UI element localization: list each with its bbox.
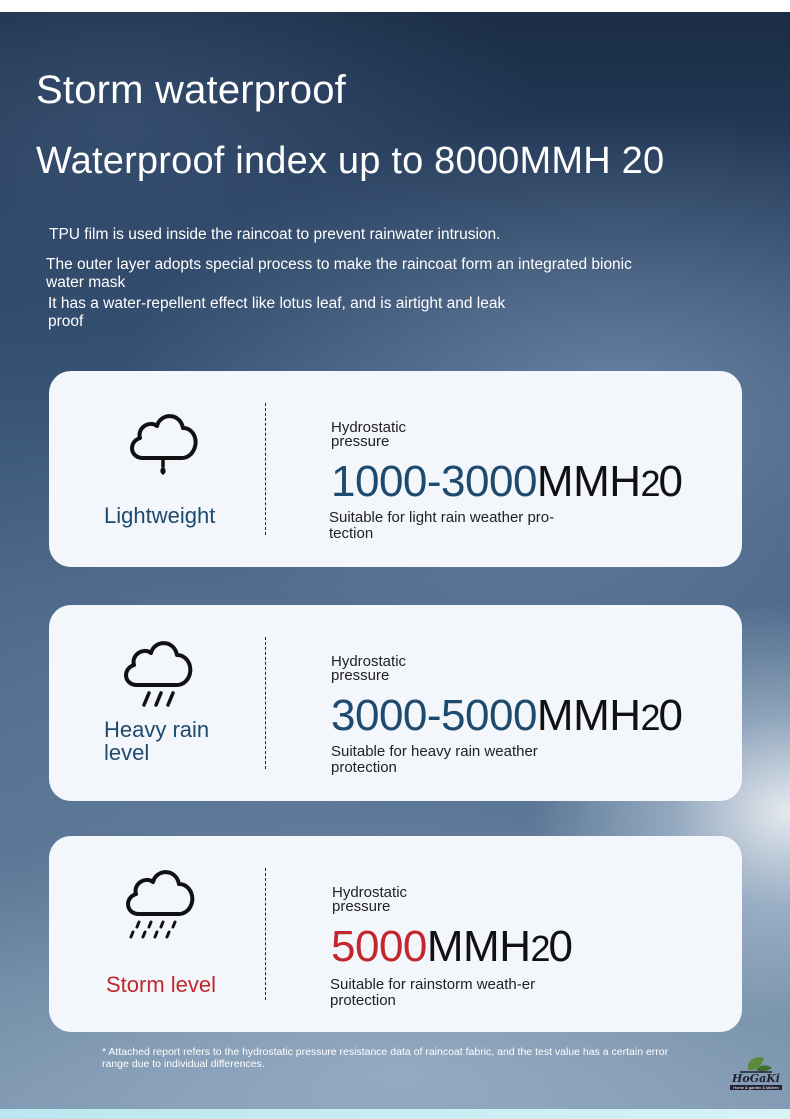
pressure-range: 5000 xyxy=(331,922,427,971)
pressure-unit-sub: 2 xyxy=(640,463,659,504)
pressure-range: 3000-5000 xyxy=(331,691,537,740)
bottom-strip xyxy=(0,1109,790,1119)
pressure-unit-sub: 2 xyxy=(530,928,549,969)
page-subtitle: Waterproof index up to 8000MMH 20 xyxy=(36,140,665,182)
usage-note: Suitable for heavy rain weather protection xyxy=(331,743,538,776)
pressure-range: 1000-3000 xyxy=(331,457,537,506)
waterproof-card-heavy-rain xyxy=(49,605,742,801)
description-line-2: The outer layer adopts special process to make the raincoat form an integrated bionic water mask xyxy=(46,256,632,291)
cloud-storm-icon xyxy=(121,866,201,946)
background-stage xyxy=(0,12,790,1109)
metric-label: Hydrostatic pressure xyxy=(331,653,407,684)
pressure-unit-tail: 0 xyxy=(658,691,683,740)
cloud-drop-icon xyxy=(125,404,203,482)
description-line-3: It has a water-repellent effect like lotus leaf, and is airtight and leak proof xyxy=(48,295,506,330)
pressure-value xyxy=(331,457,683,509)
level-label: Heavy rain level xyxy=(104,717,210,765)
level-label: Storm level xyxy=(106,972,217,997)
card-divider xyxy=(265,637,266,769)
logo-tagline: Home & garden & kitchen xyxy=(730,1085,782,1090)
card-divider xyxy=(265,868,266,1000)
pressure-unit: MMH xyxy=(426,922,531,971)
pressure-unit-sub: 2 xyxy=(640,697,659,738)
card-divider xyxy=(265,403,266,535)
brand-logo xyxy=(726,1052,786,1092)
usage-note: Suitable for light rain weather pro-tection xyxy=(329,509,555,542)
logo-name: HoGaKi xyxy=(732,1072,780,1085)
waterproof-card-lightweight xyxy=(49,371,742,567)
pressure-unit: MMH xyxy=(536,457,641,506)
page-title: Storm waterproof xyxy=(36,68,346,112)
pressure-unit: MMH xyxy=(536,691,641,740)
level-label: Lightweight xyxy=(104,503,216,528)
waterproof-card-storm xyxy=(49,836,742,1032)
cloud-rain-icon xyxy=(119,641,201,715)
pressure-unit-tail: 0 xyxy=(548,922,573,971)
usage-note: Suitable for rainstorm weath-er protection xyxy=(330,976,536,1009)
leaf-icon xyxy=(726,1052,786,1074)
metric-label: Hydrostatic pressure xyxy=(331,419,407,450)
pressure-unit-tail: 0 xyxy=(658,457,683,506)
pressure-value xyxy=(331,922,573,974)
pressure-value xyxy=(331,691,683,743)
metric-label: Hydrostatic pressure xyxy=(332,884,408,915)
description-line-1: TPU film is used inside the raincoat to prevent rainwater intrusion. xyxy=(49,226,501,243)
footnote: * Attached report refers to the hydrostatic pressure resistance data of raincoat fabric, and the test value has a certain error range due to individual differences. xyxy=(102,1046,669,1070)
